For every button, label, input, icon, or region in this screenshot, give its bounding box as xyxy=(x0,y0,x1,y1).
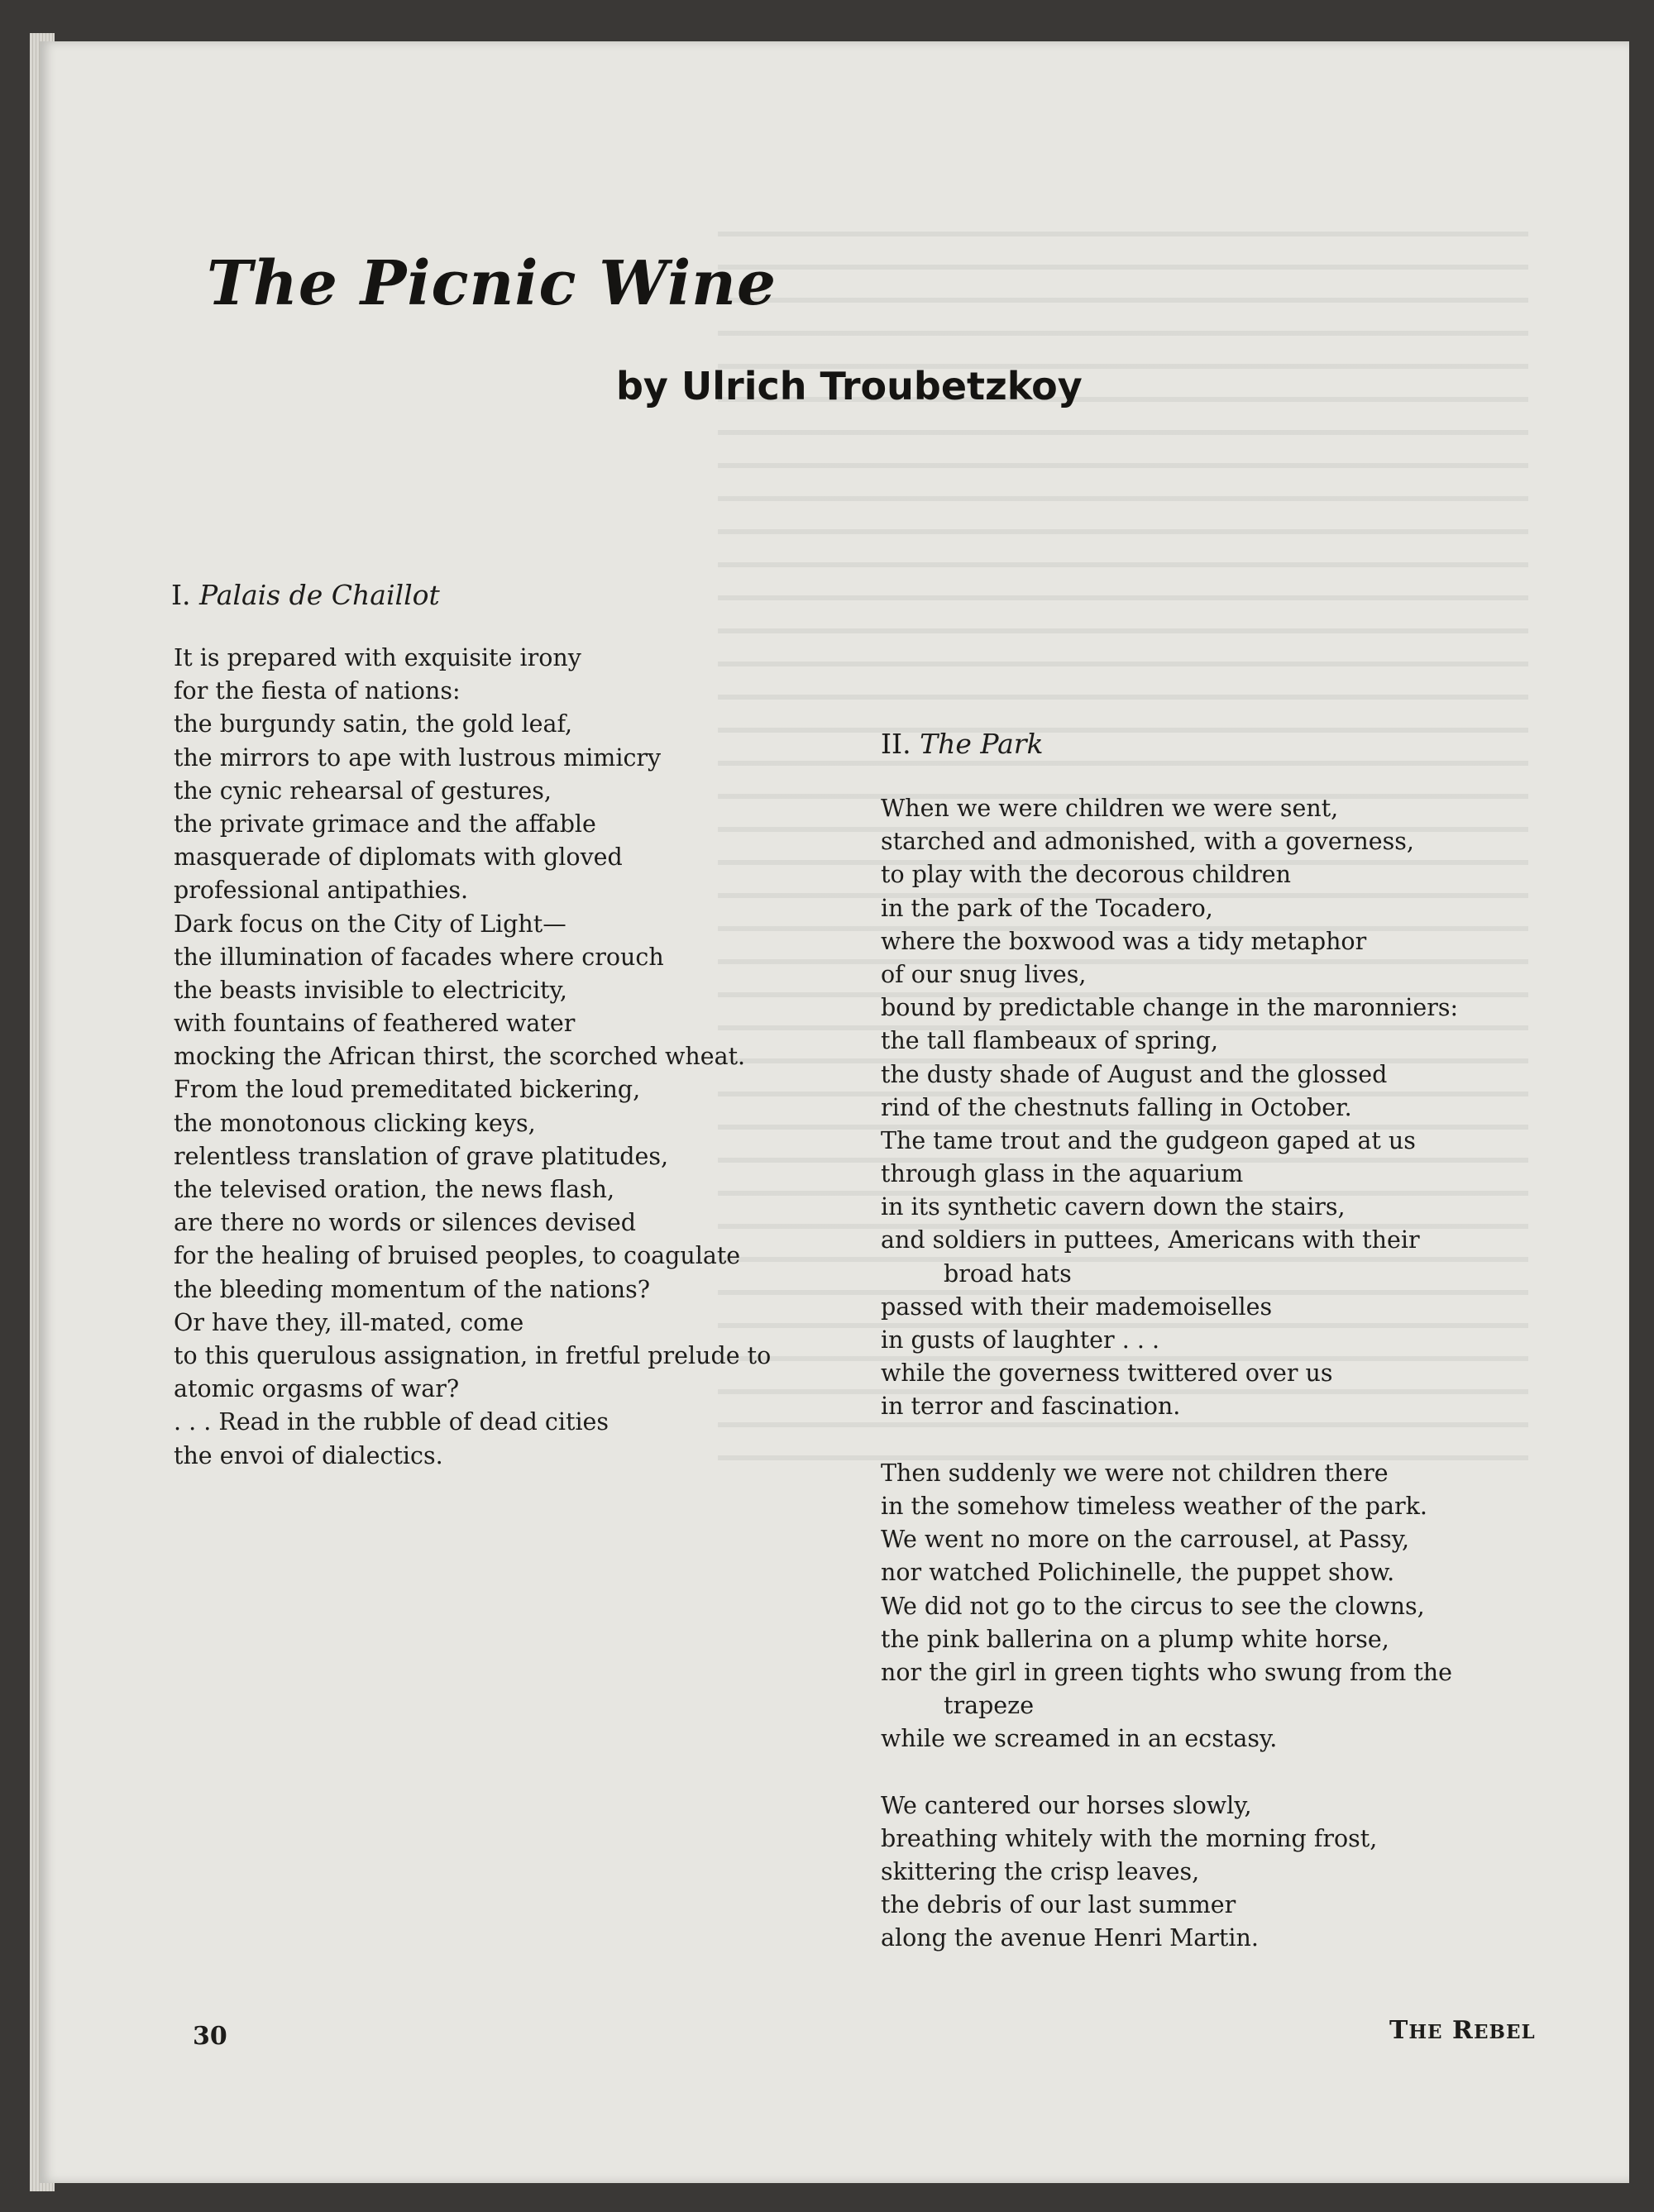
poem-line: the private grimace and the affable xyxy=(174,810,596,838)
poem-line: in the park of the Tocadero, xyxy=(881,894,1213,922)
poem-line: in terror and fascination. xyxy=(881,1393,1181,1421)
poem-line: The tame trout and the gudgeon gaped at us xyxy=(881,1126,1416,1154)
poem-line: starched and admonished, with a governess, xyxy=(881,828,1414,856)
poem-line: the beasts invisible to electricity, xyxy=(174,976,567,1004)
poem-line: professional antipathies. xyxy=(174,877,469,905)
poem-line: and soldiers in puttees, Americans with their xyxy=(881,1226,1420,1254)
poem-line: the cynic rehearsal of gestures, xyxy=(174,776,552,805)
poem-line: It is prepared with exquisite irony xyxy=(174,644,581,671)
poem-line: the monotonous clicking keys, xyxy=(174,1109,536,1137)
poem-line: along the avenue Henri Martin. xyxy=(881,1924,1259,1952)
poem-line: the envoi of dialectics. xyxy=(174,1441,443,1469)
poem-line: while we screamed in an ecstasy. xyxy=(881,1725,1278,1753)
section-1-numeral: I. xyxy=(171,579,191,611)
poem-line: Dark focus on the City of Light— xyxy=(174,910,566,938)
section-1-title: Palais de Chaillot xyxy=(199,579,440,611)
running-head: THE REBEL xyxy=(1389,2016,1536,2045)
poem-line: in its synthetic cavern down the stairs, xyxy=(881,1193,1346,1221)
poem-line: with fountains of feathered water xyxy=(174,1010,576,1038)
poem-line: trapeze xyxy=(944,1692,1035,1720)
poem-line: the tall flambeaux of spring, xyxy=(881,1027,1219,1055)
poem-title: The Picnic Wine xyxy=(207,248,777,319)
poem-line: for the healing of bruised peoples, to coagulate xyxy=(174,1242,741,1270)
poem-line: to play with the decorous children xyxy=(881,861,1291,889)
poem-line: where the boxwood was a tidy metaphor xyxy=(881,927,1367,955)
section-2-numeral: II. xyxy=(881,728,911,760)
section-2-poem xyxy=(881,792,1458,1956)
poem-line: through glass in the aquarium xyxy=(881,1160,1244,1188)
poem-line: broad hats xyxy=(944,1259,1072,1288)
poem-line: are there no words or silences devised xyxy=(174,1209,636,1237)
poem-line: of our snug lives, xyxy=(881,960,1087,988)
poem-line: the bleeding momentum of the nations? xyxy=(174,1275,650,1303)
poem-line: for the fiesta of nations: xyxy=(174,677,461,705)
poem-line: masquerade of diplomats with gloved xyxy=(174,843,623,872)
section-1-poem xyxy=(174,642,771,1473)
poem-line: Then suddenly we were not children there xyxy=(881,1459,1389,1487)
poem-line: mocking the African thirst, the scorched wheat. xyxy=(174,1043,746,1071)
poem-line: the debris of our last summer xyxy=(881,1891,1236,1919)
poem-line: passed with their mademoiselles xyxy=(881,1292,1273,1321)
poem-line: nor the girl in green tights who swung from the xyxy=(881,1658,1453,1686)
poem-line: skittering the crisp leaves, xyxy=(881,1858,1200,1885)
poem-line: nor watched Polichinelle, the puppet show. xyxy=(881,1559,1395,1587)
poem-line: We cantered our horses slowly, xyxy=(881,1791,1252,1819)
poem-line: the mirrors to ape with lustrous mimicry xyxy=(174,743,662,772)
stanza-break xyxy=(881,1424,1458,1457)
poem-line: We did not go to the circus to see the clowns, xyxy=(881,1592,1425,1620)
poem-line: the illumination of facades where crouch xyxy=(174,943,664,971)
poem-line: bound by predictable change in the maronniers: xyxy=(881,994,1459,1022)
poem-line: in the somehow timeless weather of the park. xyxy=(881,1492,1427,1520)
poem-line: the pink ballerina on a plump white horse, xyxy=(881,1625,1389,1653)
poem-line: When we were children we were sent, xyxy=(881,795,1339,822)
poem-line: in gusts of laughter . . . xyxy=(881,1326,1160,1354)
page-number: 30 xyxy=(193,2022,227,2051)
poem-line: the televised oration, the news flash, xyxy=(174,1176,615,1203)
byline: by Ulrich Troubetzkoy xyxy=(616,364,1083,408)
poem-line: the dusty shade of August and the glossed xyxy=(881,1060,1388,1088)
stanza-break xyxy=(881,1756,1458,1789)
poem-line: to this querulous assignation, in fretful prelude to xyxy=(174,1341,772,1369)
poem-line: breathing whitely with the morning frost, xyxy=(881,1824,1378,1852)
poem-line: rind of the chestnuts falling in October. xyxy=(881,1093,1352,1121)
poem-line: Or have they, ill-mated, come xyxy=(174,1308,524,1336)
poem-line: . . . Read in the rubble of dead cities xyxy=(174,1408,609,1436)
poem-line: atomic orgasms of war? xyxy=(174,1375,460,1403)
poem-line: From the loud premeditated bickering, xyxy=(174,1076,641,1104)
section-2-title: The Park xyxy=(920,728,1044,760)
poem-line: the burgundy satin, the gold leaf, xyxy=(174,710,573,738)
poem-line: relentless translation of grave platitudes, xyxy=(174,1142,669,1170)
poem-line: while the governess twittered over us xyxy=(881,1359,1333,1388)
section-1-heading xyxy=(171,579,440,611)
section-2-heading xyxy=(881,728,1044,760)
poem-line: We went no more on the carrousel, at Passy, xyxy=(881,1526,1410,1554)
